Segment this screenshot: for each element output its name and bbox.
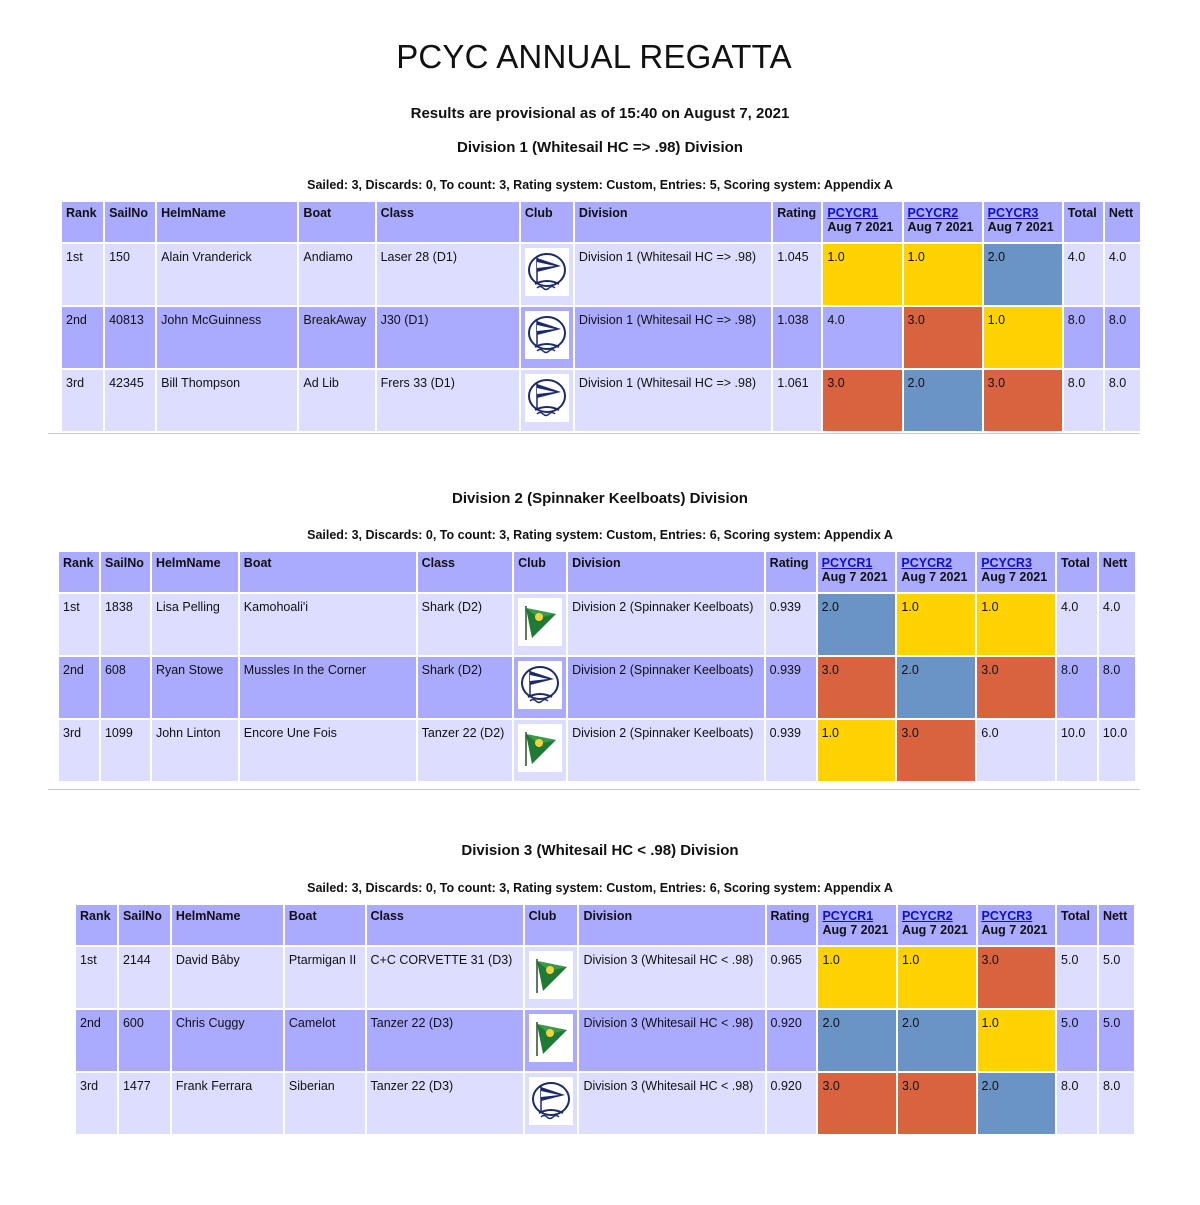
column-header-helmname: HelmName (157, 202, 297, 242)
race-date: Aug 7 2021 (981, 923, 1048, 937)
sailno-cell: 608 (101, 657, 150, 718)
nett-cell: 5.0 (1099, 947, 1134, 1008)
provisional-note: Results are provisional as of 15:40 on August 7, 2021 (410, 105, 790, 122)
total-cell: 8.0 (1057, 657, 1097, 718)
burgee-blue-icon (518, 661, 562, 709)
column-header-class: Class (367, 905, 523, 945)
burgee-green-icon (529, 951, 573, 999)
rating-cell: 0.965 (767, 947, 817, 1008)
race-2-score: 3.0 (897, 720, 975, 781)
total-cell: 8.0 (1064, 307, 1103, 368)
column-header-pcycr1 (823, 202, 901, 242)
rank-cell: 1st (76, 947, 117, 1008)
column-header-division: Division (568, 552, 764, 592)
column-header-rank: Rank (62, 202, 103, 242)
column-header-rating: Rating (767, 905, 817, 945)
table-row (59, 720, 1135, 781)
division-cell: Division 2 (Spinnaker Keelboats) (568, 594, 764, 655)
division-1-title: Division 1 (Whitesail HC => .98) Division (457, 139, 743, 156)
column-header-club: Club (525, 905, 578, 945)
column-header-class: Class (377, 202, 519, 242)
sailno-cell: 1477 (119, 1073, 170, 1134)
column-header-boat: Boat (240, 552, 416, 592)
race-3-score: 1.0 (978, 1010, 1056, 1071)
helm-name-cell: Alain Vranderick (157, 244, 297, 305)
rank-cell: 1st (59, 594, 99, 655)
club-cell (514, 594, 566, 655)
race-2-score: 3.0 (898, 1073, 976, 1134)
table-bottom-edge (48, 433, 1140, 434)
sailno-cell: 40813 (105, 307, 155, 368)
club-cell (514, 657, 566, 718)
column-header-total: Total (1057, 552, 1097, 592)
rating-cell: 1.061 (773, 370, 821, 431)
division-cell: Division 1 (Whitesail HC => .98) (575, 370, 771, 431)
division-cell: Division 2 (Spinnaker Keelboats) (568, 720, 764, 781)
burgee-blue-icon (529, 1077, 573, 1125)
column-header-total: Total (1057, 905, 1097, 945)
header-row (59, 552, 1135, 592)
race-2-score: 1.0 (898, 947, 976, 1008)
race-date: Aug 7 2021 (827, 220, 894, 234)
column-header-sailno: SailNo (101, 552, 150, 592)
column-header-pcycr3 (978, 905, 1056, 945)
column-header-pcycr1 (818, 552, 896, 592)
boat-cell: Camelot (285, 1010, 365, 1071)
nett-cell: 8.0 (1099, 657, 1135, 718)
rank-cell: 3rd (62, 370, 103, 431)
race-2-score: 2.0 (904, 370, 982, 431)
club-cell (521, 370, 573, 431)
boat-cell: Andiamo (299, 244, 374, 305)
table-row (76, 1073, 1134, 1134)
table-row (62, 307, 1140, 368)
sailno-cell: 2144 (119, 947, 170, 1008)
race-3-score: 1.0 (984, 307, 1062, 368)
rating-cell: 0.920 (767, 1073, 817, 1134)
class-cell: Shark (D2) (418, 594, 512, 655)
club-cell (521, 244, 573, 305)
page-title: PCYC ANNUAL REGATTA (396, 38, 792, 75)
total-cell: 4.0 (1064, 244, 1103, 305)
race-link-pcycr2[interactable]: PCYCR2 (901, 909, 953, 923)
race-2-score: 3.0 (904, 307, 982, 368)
division-3-summary: Sailed: 3, Discards: 0, To count: 3, Rating system: Custom, Entries: 6, Scoring system: Appendix A (307, 881, 893, 895)
table-row (62, 244, 1140, 305)
race-date: Aug 7 2021 (821, 570, 888, 584)
column-header-total: Total (1064, 202, 1103, 242)
race-link-pcycr2[interactable]: PCYCR2 (901, 556, 953, 570)
rank-cell: 3rd (59, 720, 99, 781)
division-cell: Division 1 (Whitesail HC => .98) (575, 244, 771, 305)
division-1-results-table (60, 200, 1142, 433)
race-3-score: 1.0 (977, 594, 1055, 655)
table-row (59, 657, 1135, 718)
column-header-pcycr3 (977, 552, 1055, 592)
boat-cell: Kamohoali'i (240, 594, 416, 655)
race-1-score: 3.0 (823, 370, 901, 431)
race-date: Aug 7 2021 (901, 570, 968, 584)
race-1-score: 1.0 (823, 244, 901, 305)
boat-cell: Encore Une Fois (240, 720, 416, 781)
class-cell: Laser 28 (D1) (377, 244, 519, 305)
burgee-blue-icon (525, 311, 569, 359)
boat-cell: Ad Lib (299, 370, 374, 431)
column-header-rating: Rating (773, 202, 821, 242)
burgee-green-icon (529, 1014, 573, 1062)
division-2-title: Division 2 (Spinnaker Keelboats) Division (452, 490, 748, 507)
rank-cell: 2nd (76, 1010, 117, 1071)
nett-cell: 10.0 (1099, 720, 1135, 781)
total-cell: 4.0 (1057, 594, 1097, 655)
column-header-division: Division (579, 905, 764, 945)
nett-cell: 8.0 (1105, 370, 1140, 431)
division-cell: Division 2 (Spinnaker Keelboats) (568, 657, 764, 718)
division-cell: Division 3 (Whitesail HC < .98) (579, 1073, 764, 1134)
helm-name-cell: Bill Thompson (157, 370, 297, 431)
rank-cell: 1st (62, 244, 103, 305)
sailno-cell: 42345 (105, 370, 155, 431)
race-1-score: 2.0 (818, 594, 896, 655)
club-cell (525, 1073, 578, 1134)
boat-cell: BreakAway (299, 307, 374, 368)
boat-cell: Ptarmigan II (285, 947, 365, 1008)
column-header-nett: Nett (1099, 905, 1134, 945)
boat-cell: Mussles In the Corner (240, 657, 416, 718)
helm-name-cell: John Linton (152, 720, 238, 781)
nett-cell: 8.0 (1099, 1073, 1134, 1134)
race-link-pcycr3[interactable]: PCYCR3 (981, 556, 1032, 570)
rating-cell: 0.920 (767, 1010, 817, 1071)
column-header-boat: Boat (285, 905, 365, 945)
rating-cell: 0.939 (766, 594, 816, 655)
boat-cell: Siberian (285, 1073, 365, 1134)
race-2-score: 2.0 (898, 1010, 976, 1071)
division-cell: Division 3 (Whitesail HC < .98) (579, 947, 764, 1008)
division-2-summary: Sailed: 3, Discards: 0, To count: 3, Rating system: Custom, Entries: 6, Scoring system: Appendix A (307, 528, 893, 542)
column-header-boat: Boat (299, 202, 374, 242)
rating-cell: 0.939 (766, 720, 816, 781)
race-2-score: 1.0 (897, 594, 975, 655)
race-2-score: 1.0 (904, 244, 982, 305)
division-3-results-table (74, 903, 1136, 1136)
race-date: Aug 7 2021 (822, 923, 889, 937)
club-cell (525, 1010, 578, 1071)
header-row (76, 905, 1134, 945)
class-cell: Tanzer 22 (D3) (367, 1073, 523, 1134)
rank-cell: 2nd (59, 657, 99, 718)
helm-name-cell: David Bâby (172, 947, 283, 1008)
column-header-pcycr2 (897, 552, 975, 592)
division-1-summary: Sailed: 3, Discards: 0, To count: 3, Rating system: Custom, Entries: 5, Scoring system: Appendix A (307, 178, 893, 192)
column-header-sailno: SailNo (105, 202, 155, 242)
table-row (76, 947, 1134, 1008)
column-header-rank: Rank (59, 552, 99, 592)
race-date: Aug 7 2021 (981, 570, 1048, 584)
club-cell (514, 720, 566, 781)
sailno-cell: 150 (105, 244, 155, 305)
column-header-pcycr2 (904, 202, 982, 242)
race-1-score: 3.0 (818, 657, 896, 718)
nett-cell: 5.0 (1099, 1010, 1134, 1071)
column-header-club: Club (514, 552, 566, 592)
class-cell: C+C CORVETTE 31 (D3) (367, 947, 523, 1008)
column-header-division: Division (575, 202, 771, 242)
division-cell: Division 3 (Whitesail HC < .98) (579, 1010, 764, 1071)
burgee-blue-icon (525, 248, 569, 296)
helm-name-cell: Chris Cuggy (172, 1010, 283, 1071)
race-1-score: 2.0 (818, 1010, 896, 1071)
race-link-pcycr1[interactable]: PCYCR1 (821, 556, 873, 570)
rating-cell: 1.038 (773, 307, 821, 368)
class-cell: J30 (D1) (377, 307, 519, 368)
burgee-blue-icon (525, 374, 569, 422)
table-row (76, 1010, 1134, 1071)
table-row (59, 594, 1135, 655)
helm-name-cell: Lisa Pelling (152, 594, 238, 655)
race-3-score: 2.0 (978, 1073, 1056, 1134)
total-cell: 5.0 (1057, 1010, 1097, 1071)
total-cell: 10.0 (1057, 720, 1097, 781)
race-1-score: 1.0 (818, 947, 896, 1008)
nett-cell: 4.0 (1099, 594, 1135, 655)
total-cell: 8.0 (1057, 1073, 1097, 1134)
column-header-pcycr2 (898, 905, 976, 945)
total-cell: 8.0 (1064, 370, 1103, 431)
helm-name-cell: Frank Ferrara (172, 1073, 283, 1134)
class-cell: Frers 33 (D1) (377, 370, 519, 431)
division-3-title: Division 3 (Whitesail HC < .98) Division (461, 842, 739, 859)
column-header-nett: Nett (1105, 202, 1140, 242)
helm-name-cell: Ryan Stowe (152, 657, 238, 718)
division-2-results-table (57, 550, 1137, 783)
column-header-club: Club (521, 202, 573, 242)
race-1-score: 3.0 (818, 1073, 896, 1134)
club-cell (525, 947, 578, 1008)
table-bottom-edge (48, 789, 1140, 790)
rating-cell: 0.939 (766, 657, 816, 718)
race-3-score: 3.0 (984, 370, 1062, 431)
race-link-pcycr3[interactable]: PCYCR3 (987, 206, 1039, 220)
race-date: Aug 7 2021 (901, 923, 968, 937)
race-1-score: 4.0 (823, 307, 901, 368)
race-3-score: 6.0 (977, 720, 1055, 781)
sailno-cell: 600 (119, 1010, 170, 1071)
sailno-cell: 1838 (101, 594, 150, 655)
race-1-score: 1.0 (818, 720, 896, 781)
rating-cell: 1.045 (773, 244, 821, 305)
column-header-helmname: HelmName (152, 552, 238, 592)
race-link-pcycr2[interactable]: PCYCR2 (907, 206, 959, 220)
race-date: Aug 7 2021 (987, 220, 1054, 234)
column-header-pcycr3 (984, 202, 1062, 242)
column-header-rating: Rating (766, 552, 816, 592)
burgee-green-icon (518, 724, 562, 772)
helm-name-cell: John McGuinness (157, 307, 297, 368)
sailno-cell: 1099 (101, 720, 150, 781)
race-3-score: 3.0 (977, 657, 1055, 718)
column-header-class: Class (418, 552, 512, 592)
race-3-score: 2.0 (984, 244, 1062, 305)
column-header-pcycr1 (818, 905, 896, 945)
race-date: Aug 7 2021 (907, 220, 974, 234)
header-row (62, 202, 1140, 242)
column-header-rank: Rank (76, 905, 117, 945)
race-2-score: 2.0 (897, 657, 975, 718)
nett-cell: 4.0 (1105, 244, 1140, 305)
race-3-score: 3.0 (978, 947, 1056, 1008)
class-cell: Tanzer 22 (D2) (418, 720, 512, 781)
table-row (62, 370, 1140, 431)
column-header-helmname: HelmName (172, 905, 283, 945)
division-cell: Division 1 (Whitesail HC => .98) (575, 307, 771, 368)
rank-cell: 2nd (62, 307, 103, 368)
rank-cell: 3rd (76, 1073, 117, 1134)
club-cell (521, 307, 573, 368)
race-link-pcycr3[interactable]: PCYCR3 (981, 909, 1033, 923)
class-cell: Shark (D2) (418, 657, 512, 718)
class-cell: Tanzer 22 (D3) (367, 1010, 523, 1071)
nett-cell: 8.0 (1105, 307, 1140, 368)
race-link-pcycr1[interactable]: PCYCR1 (822, 909, 874, 923)
burgee-green-icon (518, 598, 562, 646)
total-cell: 5.0 (1057, 947, 1097, 1008)
column-header-nett: Nett (1099, 552, 1135, 592)
race-link-pcycr1[interactable]: PCYCR1 (827, 206, 879, 220)
column-header-sailno: SailNo (119, 905, 170, 945)
